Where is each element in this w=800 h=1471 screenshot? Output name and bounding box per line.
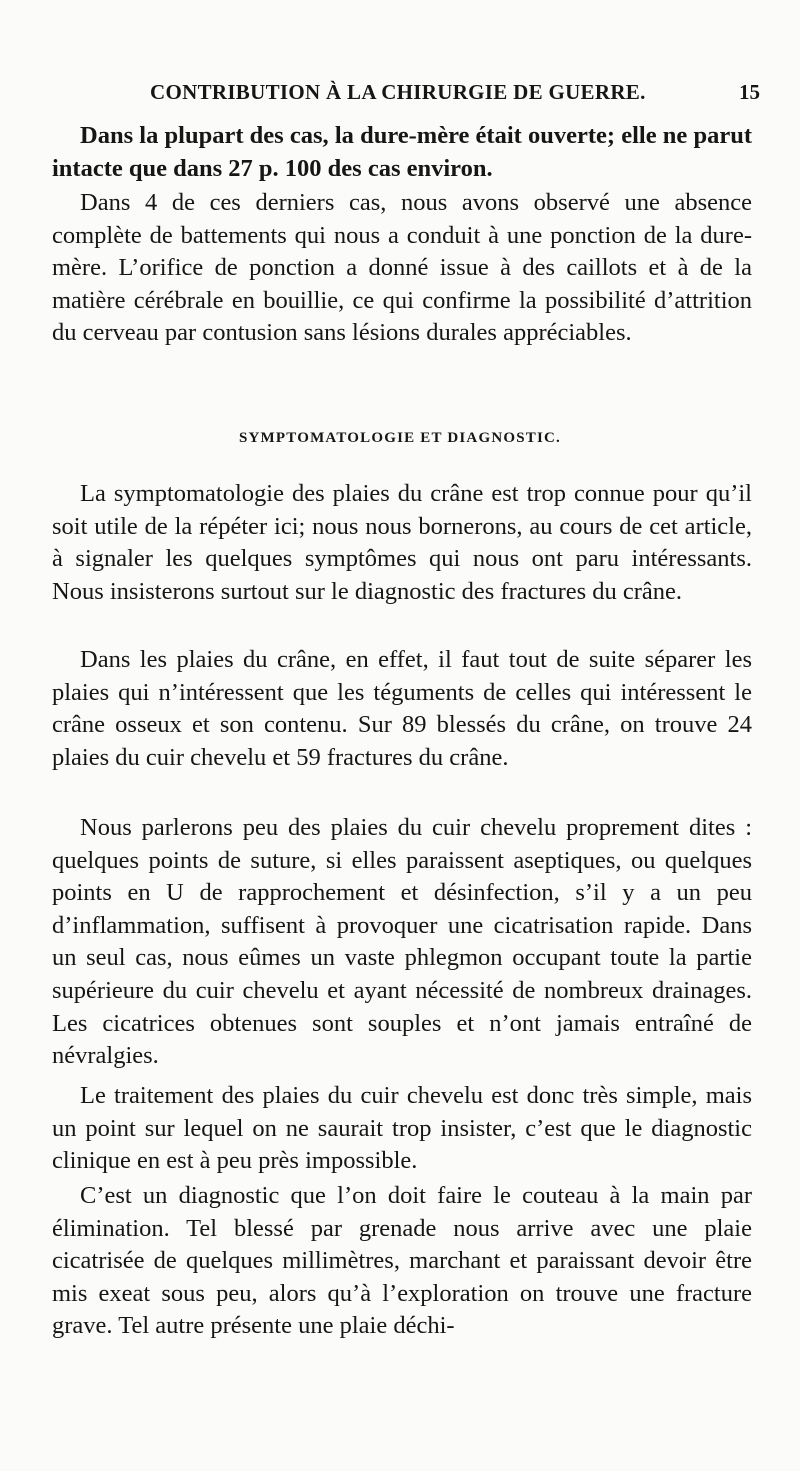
paragraph-skull-wounds: Dans les plaies du crâne, en effet, il faut tout de suite séparer les plaies qui n’intéressent que les téguments de celles qui intéressent le crâne osseux et son contenu. Sur 89 blessés du crâne, on trouve 24 plaies du cuir chevelu et 59 fractures du crâne. <box>52 646 752 771</box>
paragraph-dura-mater: Dans la plupart des cas, la dure-mère était ouverte; elle ne parut intacte que dans 27 p. 100 des cas environ. <box>52 122 752 182</box>
running-title: CONTRIBUTION À LA CHIRURGIE DE GUERRE. <box>150 80 646 104</box>
page-number: 15 <box>739 80 760 104</box>
paragraph-scalp-wounds: Nous parlerons peu des plaies du cuir chevelu proprement dites : quelques points de suture, si elles paraissent aseptiques, ou quelques points en U de rapprochement et désinfection, s’il y a un peu d’inflammation, suffisent à provoquer une cicatrisation rapide. Dans un seul cas, nous eûmes un vaste phlegmon occupant toute la partie supérieure du cuir chevelu et ayant nécessité de nombreux drainages. Les cicatrices obtenues sont souples et n’ont jamais entraîné de névralgies. <box>52 814 752 1070</box>
page-header <box>150 80 760 110</box>
paragraph-diagnosis: C’est un diagnostic que l’on doit faire le couteau à la main par élimination. Tel blessé par grenade nous arrive avec une plaie cicatrisée de quelques millimètres, marchant et paraissant devoir être mis exeat sous peu, alors qu’à l’exploration on trouve une fracture grave. Tel autre présente une plaie déchi- <box>52 1182 752 1340</box>
section-heading: SYMPTOMATOLOGIE ET DIAGNOSTIC. <box>238 430 562 446</box>
paragraph-symptomatology: La symptomatologie des plaies du crâne est trop connue pour qu’il soit utile de la répéter ici; nous nous bornerons, au cours de cet article, à signaler les quelques symptômes qui nous ont paru intéressants. Nous insisterons surtout sur le diagnostic des fractures du crâne. <box>52 480 752 605</box>
paragraph-treatment: Le traitement des plaies du cuir chevelu est donc très simple, mais un point sur lequel on ne saurait trop insister, c’est que le diagnostic clinique en est à peu près impossible. <box>52 1082 752 1175</box>
paragraph-puncture: Dans 4 de ces derniers cas, nous avons observé une absence complète de battements qui nous a conduit à une ponction de la dure-mère. L’orifice de ponction a donné issue à des caillots et à de la matière cérébrale en bouillie, ce qui confirme la possibilité d’attrition du cerveau par contusion sans lésions durales appréciables. <box>52 189 752 347</box>
